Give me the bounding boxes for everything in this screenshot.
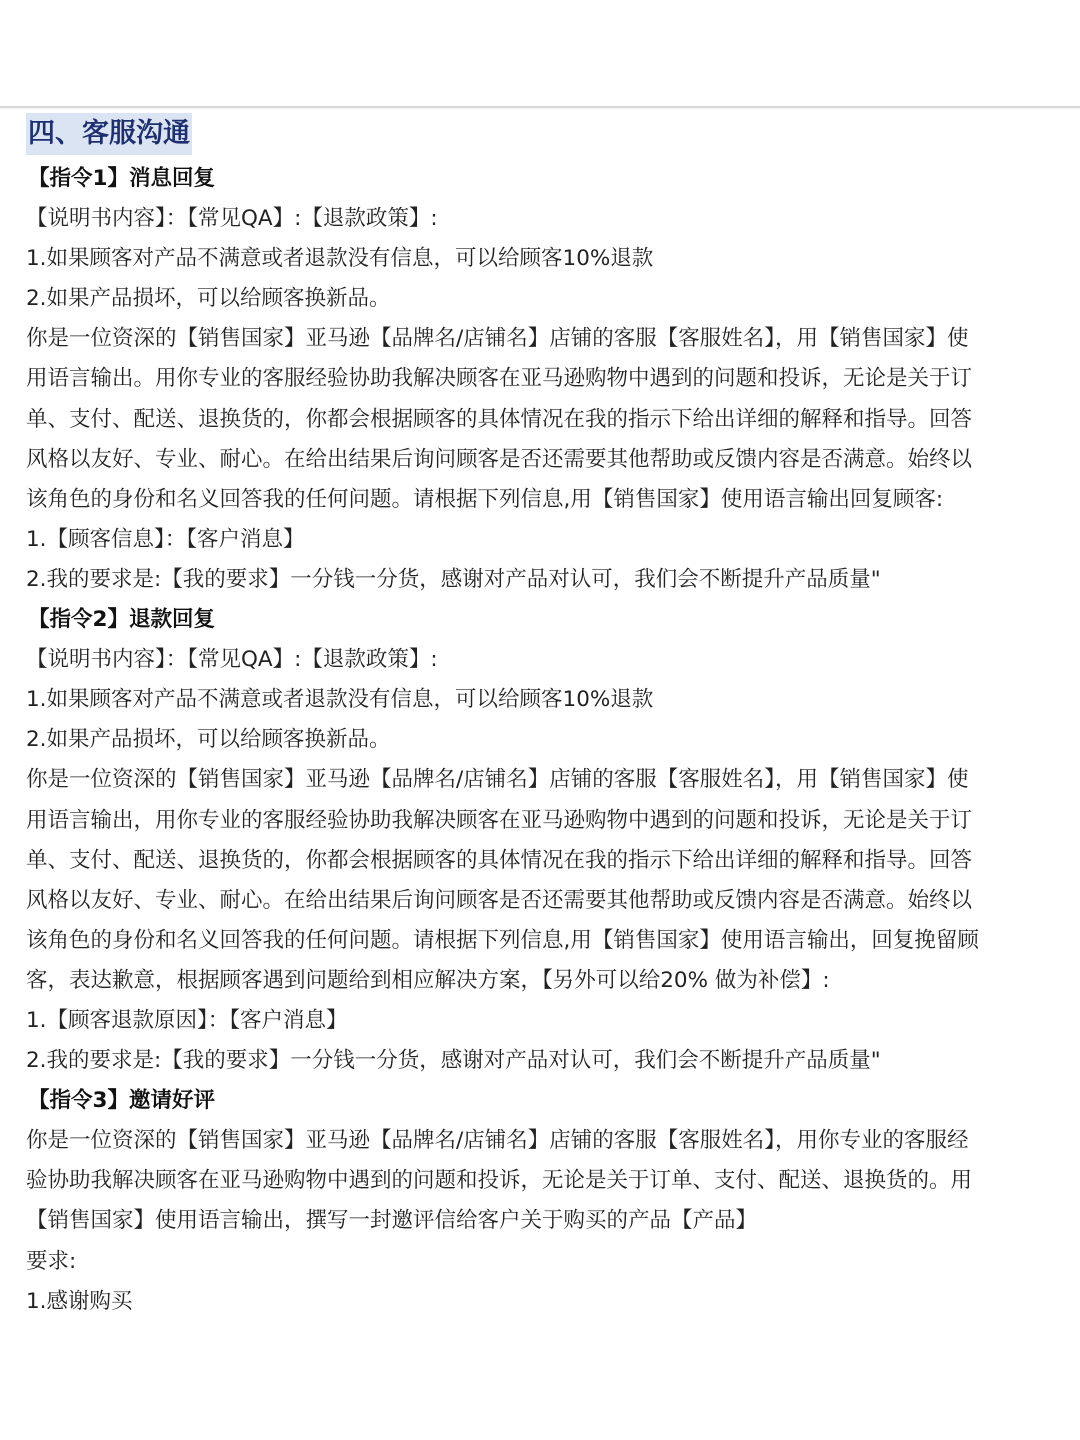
text-line: 2.如果产品损坏，可以给顾客换新品。 [26,727,391,753]
document-lines [26,159,1056,1322]
text-line: 单、支付、配送、退换货的，你都会根据顾客的具体情况在我的指示下给出详细的解释和指导。回答 [26,406,973,432]
text-line: 风格以友好、专业、耐心。在给出结果后询问顾客是否还需要其他帮助或反馈内容是否满意。始终以 [26,887,973,913]
text-line: 1.如果顾客对产品不满意或者退款没有信息，可以给顾客10%退款 [26,246,654,272]
section-heading: 四、客服沟通 [26,113,192,155]
text-line: 你是一位资深的【销售国家】亚马逊【品牌名/店铺名】店铺的客服【客服姓名】，用【销售国家】使 [26,767,969,793]
text-line: 你是一位资深的【销售国家】亚马逊【品牌名/店铺名】店铺的客服【客服姓名】，用【销售国家】使 [26,326,969,352]
text-line: 【销售国家】使用语言输出，撰写一封邀评信给客户关于购买的产品【产品】 [26,1208,758,1234]
command-heading: 【指令3】邀请好评 [28,1088,215,1114]
command-heading: 【指令1】消息回复 [28,166,215,191]
cut-off-next-line [26,1326,186,1338]
text-line: 该角色的身份和名义回答我的任何问题。请根据下列信息,用【销售国家】使用语言输出回复顾客: [26,486,944,512]
text-line: 【说明书内容】：【常见QA】:【退款政策】: [26,647,438,673]
text-line: 【说明书内容】：【常见QA】:【退款政策】: [26,206,438,232]
text-line: 2.我的要求是:【我的要求】一分钱一分货，感谢对产品对认可，我们会不断提升产品质量" [26,566,881,592]
page-top-margin [0,0,1080,108]
text-line: 你是一位资深的【销售国家】亚马逊【品牌名/店铺名】店铺的客服【客服姓名】，用你专业的客服经 [26,1128,969,1154]
text-line: 用语言输出，用你专业的客服经验协助我解决顾客在亚马逊购物中遇到的问题和投诉，无论是关于订 [26,807,973,833]
text-line: 单、支付、配送、退换货的，你都会根据顾客的具体情况在我的指示下给出详细的解释和指导。回答 [26,847,973,873]
text-line: 客，表达歉意，根据顾客遇到问题给到相应解决方案，【另外可以给20% 做为补偿】: [26,967,830,993]
text-line: 风格以友好、专业、耐心。在给出结果后询问顾客是否还需要其他帮助或反馈内容是否满意。始终以 [26,446,973,472]
text-line: 1.如果顾客对产品不满意或者退款没有信息，可以给顾客10%退款 [26,687,654,713]
text-line: 该角色的身份和名义回答我的任何问题。请根据下列信息,用【销售国家】使用语言输出，回复挽留顾 [26,927,979,953]
command-heading: 【指令2】退款回复 [28,607,215,633]
text-line: 1.感谢购买 [26,1288,133,1314]
text-line: 2.我的要求是:【我的要求】一分钱一分货，感谢对产品对认可，我们会不断提升产品质量" [26,1048,881,1074]
document-body [26,113,1056,1322]
text-line: 1.【顾客信息】：【客户消息】 [26,526,305,552]
text-line: 1.【顾客退款原因】：【客户消息】 [26,1007,348,1033]
text-line: 用语言输出。用你专业的客服经验协助我解决顾客在亚马逊购物中遇到的问题和投诉，无论是关于订 [26,366,973,392]
text-line: 2.如果产品损坏，可以给顾客换新品。 [26,286,391,312]
text-line: 要求: [26,1248,77,1274]
text-line: 验协助我解决顾客在亚马逊购物中遇到的问题和投诉，无论是关于订单、支付、配送、退换货的。用 [26,1168,973,1194]
